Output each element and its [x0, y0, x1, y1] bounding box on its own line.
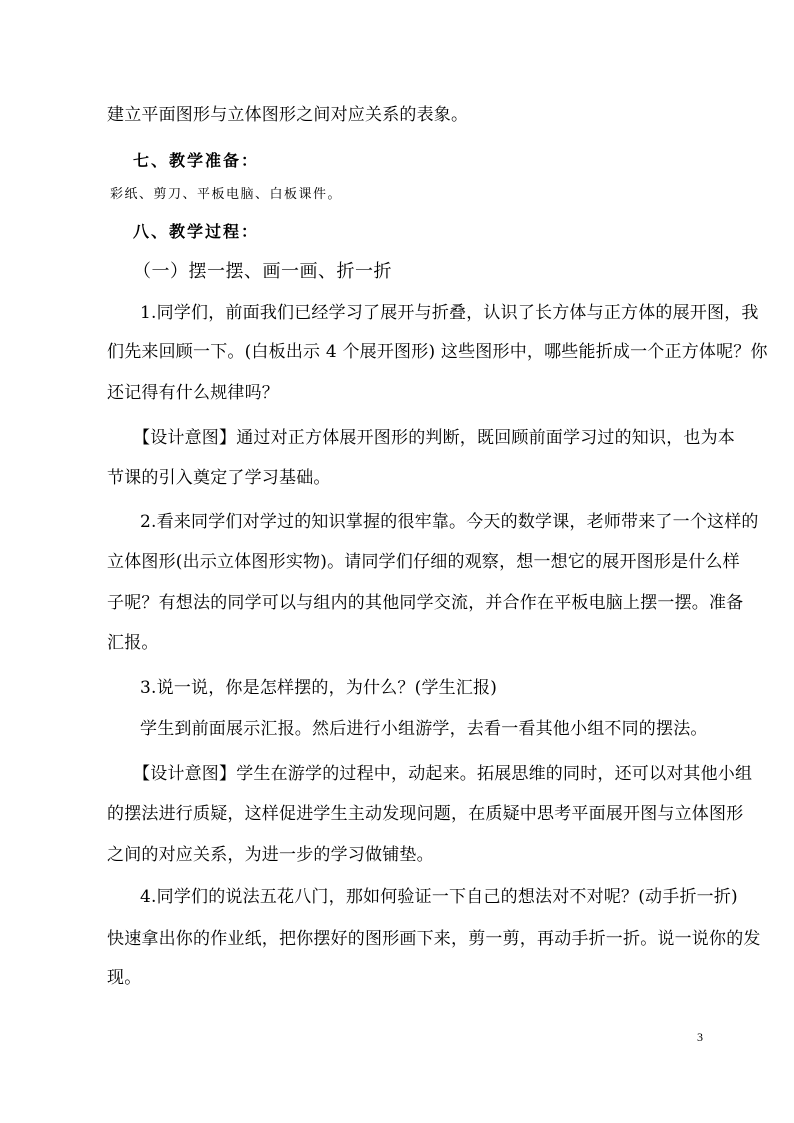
- page-number: 3: [697, 1030, 703, 1044]
- paragraph-line: 1.同学们，前面我们已经学习了展开与折叠，认识了长方体与正方体的展开图，我: [140, 303, 759, 323]
- paragraph-line: 学生到前面展示汇报。然后进行小组游学，去看一看其他小组不同的摆法。: [140, 719, 708, 739]
- section-heading-preparation: 七、教学准备：: [133, 151, 260, 170]
- paragraph-line: 子呢？有想法的同学可以与组内的其他同学交流，并合作在平板电脑上摆一摆。准备: [107, 593, 744, 613]
- paragraph-line: 现。: [107, 968, 142, 988]
- paragraph-line: 之间的对应关系，为进一步的学习做铺垫。: [107, 845, 434, 865]
- paragraph-line: 汇报。: [107, 633, 159, 653]
- paragraph-line: 4.同学们的说法五花八门，那如何验证一下自己的想法对不对呢？(动手折一折): [140, 887, 738, 907]
- design-intent-line: 【设计意图】通过对正方体展开图形的判断，既回顾前面学习过的知识，也为本: [133, 428, 735, 448]
- paragraph-line: 立体图形(出示立体图形实物)。请同学们仔细的观察，想一想它的展开图形是什么样: [107, 552, 740, 572]
- section-heading-process: 八、教学过程：: [133, 222, 260, 241]
- paragraph-line: 们先来回顾一下。(白板出示 4 个展开图形) 这些图形中，哪些能折成一个正方体呢？你: [107, 342, 768, 362]
- paragraph-line: 快速拿出你的作业纸，把你摆好的图形画下来，剪一剪，再动手折一折。说一说你的发: [107, 929, 761, 949]
- paragraph-line: 的摆法进行质疑，这样促进学生主动发现问题，在质疑中思考平面展开图与立体图形: [107, 804, 744, 824]
- materials-line: 彩纸、剪刀、平板电脑、白板课件。: [110, 187, 343, 202]
- paragraph-line: 还记得有什么规律吗？: [107, 383, 279, 403]
- paragraph-line: 2.看来同学们对学过的知识掌握的很牢靠。今天的数学课，老师带来了一个这样的: [140, 512, 759, 532]
- design-intent-line: 【设计意图】学生在游学的过程中，动起来。拓展思维的同时，还可以对其他小组: [133, 764, 753, 784]
- paragraph-line: 3.说一说，你是怎样摆的，为什么？(学生汇报): [140, 678, 498, 698]
- paragraph-line: 节课的引入奠定了学习基础。: [107, 468, 331, 488]
- paragraph-line: 建立平面图形与立体图形之间对应关系的表象。: [107, 105, 469, 125]
- subsection-heading: （一）摆一摆、画一画、折一折: [133, 261, 392, 282]
